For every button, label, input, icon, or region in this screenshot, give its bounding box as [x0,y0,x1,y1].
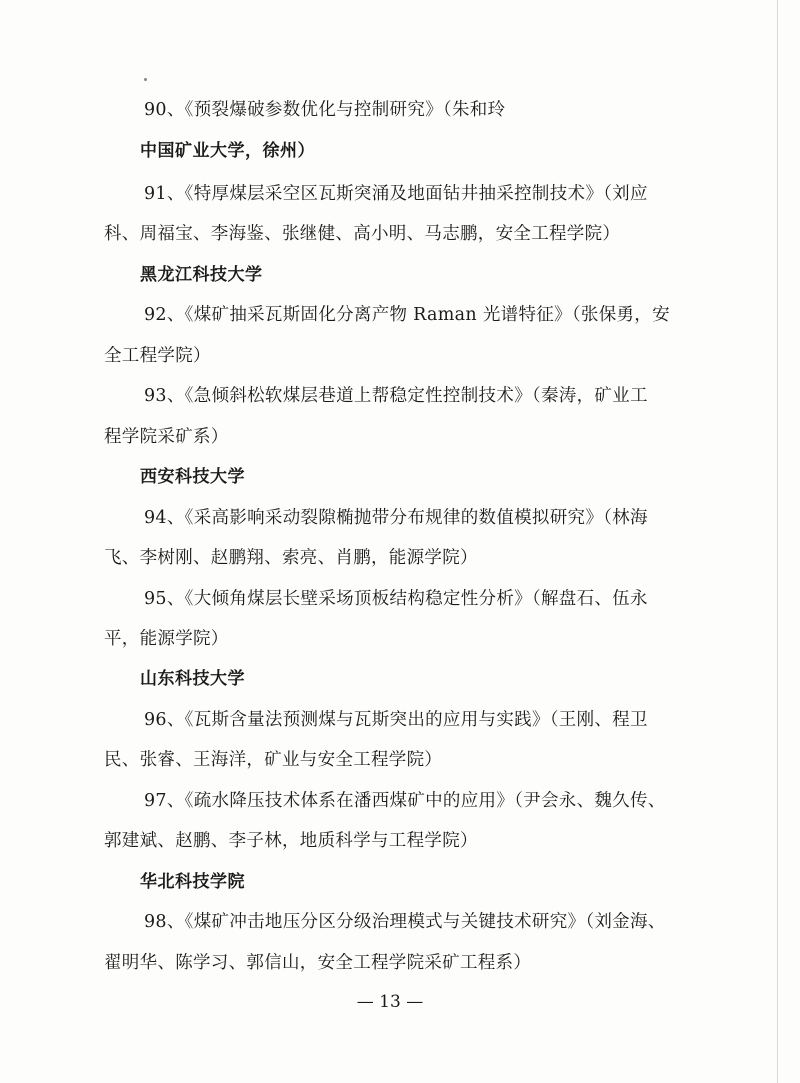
scan-edge-line [777,0,778,1083]
entry-97-line-1: 97、《疏水降压技术体系在潘西煤矿中的应用》（尹会永、魏久传、 [144,791,666,811]
entry-94-line-2: 飞、李树刚、赵鹏翔、索亮、肖鹏，能源学院） [104,548,478,568]
institution-heading-sdust: 山东科技大学 [140,669,245,689]
entry-96-line-2: 民、张睿、王海洋，矿业与安全工程学院） [104,750,443,770]
entry-96-line-1: 96、《瓦斯含量法预测煤与瓦斯突出的应用与实践》（王刚、程卫 [144,710,648,730]
entry-93-line-2: 程学院采矿系） [104,427,229,447]
entry-92-line-2: 全工程学院） [104,346,211,366]
entry-98-line-1: 98、《煤矿冲击地压分区分级治理模式与关键技术研究》（刘金海、 [144,912,666,932]
entry-92-line-1: 92、《煤矿抽采瓦斯固化分离产物 Raman 光谱特征》（张保勇，安 [144,305,670,325]
entry-91-line-1: 91、《特厚煤层采空区瓦斯突涌及地面钻井抽采控制技术》（刘应 [144,184,648,204]
entry-97-line-2: 郭建斌、赵鹏、李子林，地质科学与工程学院） [104,831,478,851]
institution-heading-cumt: 中国矿业大学，徐州） [140,141,315,161]
entry-98-line-2: 翟明华、陈学习、郭信山，安全工程学院采矿工程系） [104,953,532,973]
entry-90-line-1: 90、《预裂爆破参数优化与控制研究》（朱和玲 [144,100,506,120]
institution-heading-hlj: 黑龙江科技大学 [140,265,263,285]
entry-93-line-1: 93、《急倾斜松软煤层巷道上帮稳定性控制技术》（秦涛，矿业工 [144,386,648,406]
institution-heading-xust: 西安科技大学 [140,467,245,487]
scan-speck [144,78,147,81]
entry-95-line-2: 平，能源学院） [104,629,229,649]
entry-91-line-2: 科、周福宝、李海鉴、张继健、高小明、马志鹏，安全工程学院） [104,224,621,244]
entry-94-line-1: 94、《采高影响采动裂隙椭抛带分布规律的数值模拟研究》（林海 [144,508,648,528]
page-number: — 13 — [356,992,424,1012]
institution-heading-ncist: 华北科技学院 [140,872,245,892]
entry-95-line-1: 95、《大倾角煤层长壁采场顶板结构稳定性分析》（解盘石、伍永 [144,589,648,609]
